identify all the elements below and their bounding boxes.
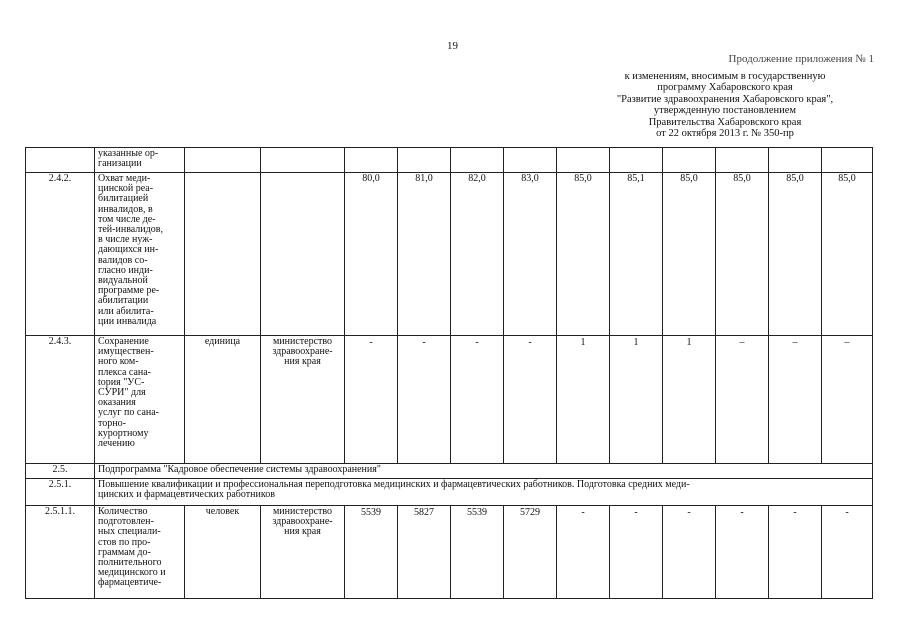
value-cell: - bbox=[451, 336, 504, 464]
row-number: 2.4.2. bbox=[26, 173, 95, 336]
table-row bbox=[26, 479, 873, 506]
table-row bbox=[26, 173, 873, 336]
table-row bbox=[26, 336, 873, 464]
row-number: 2.5.1.1. bbox=[26, 506, 95, 599]
table-row bbox=[26, 464, 873, 479]
value-cell: - bbox=[716, 506, 769, 599]
value-cell: 83,0 bbox=[504, 173, 557, 336]
appendix-header bbox=[560, 71, 890, 139]
responsible-cell bbox=[261, 173, 345, 336]
value-cell: – bbox=[769, 336, 822, 464]
value-cell: 5827 bbox=[398, 506, 451, 599]
value-cell: - bbox=[398, 336, 451, 464]
indicator-description: указанные ор- ганизации bbox=[98, 148, 159, 170]
row-number: 2.5. bbox=[26, 464, 95, 479]
value-cell: 5729 bbox=[504, 506, 557, 599]
header-line: "Развитие здравоохранения Хабаровского края", bbox=[616, 93, 834, 105]
header-line: программу Хабаровского края bbox=[657, 82, 793, 94]
value-cell: 1 bbox=[663, 336, 716, 464]
value-cell: – bbox=[822, 336, 873, 464]
value-cell: 85,0 bbox=[822, 173, 873, 336]
header-line: к изменениям, вносимым в государственную bbox=[624, 71, 826, 82]
table-row bbox=[26, 506, 873, 599]
value-cell: - bbox=[504, 336, 557, 464]
value-cell: - bbox=[345, 336, 398, 464]
indicator-description: Количество подготовлен- ных специали- стов по про- граммам до- полнительного медицинского и фармацевтиче- bbox=[98, 506, 166, 589]
table-row bbox=[26, 148, 873, 173]
indicator-description: Охват меди- цинской реа- билитацией инвалидов, в том числе де- тей-инвалидов, в числе нуж- дающихся ин- валидов со- гласно инди- видуальной программе ре- абилитации или абилита- ции инвалида bbox=[98, 173, 163, 327]
header-line: Правительства Хабаровского края bbox=[648, 116, 802, 128]
value-cell: 1 bbox=[610, 336, 663, 464]
value-cell: - bbox=[822, 506, 873, 599]
value-cell: 82,0 bbox=[451, 173, 504, 336]
row-number: 2.5.1. bbox=[26, 479, 95, 506]
value-cell: - bbox=[663, 506, 716, 599]
unit-cell: человек bbox=[185, 506, 261, 599]
header-line: от 22 октября 2013 г. № 350-пр bbox=[656, 128, 794, 140]
appendix-continuation-label: Продолжение приложения № 1 bbox=[728, 53, 874, 65]
responsible-cell: министерство здравоохране- ния края bbox=[272, 506, 333, 538]
page-number: 19 bbox=[447, 40, 458, 52]
value-cell: - bbox=[769, 506, 822, 599]
header-line: утвержденную постановлением bbox=[653, 105, 797, 117]
value-cell: 85,0 bbox=[716, 173, 769, 336]
value-cell: 5539 bbox=[451, 506, 504, 599]
responsible-cell: министерство здравоохране- ния края bbox=[272, 336, 333, 368]
value-cell: - bbox=[610, 506, 663, 599]
indicators-table bbox=[25, 147, 873, 599]
value-cell: 1 bbox=[557, 336, 610, 464]
value-cell: 85,0 bbox=[769, 173, 822, 336]
value-cell: 80,0 bbox=[345, 173, 398, 336]
value-cell: 5539 bbox=[345, 506, 398, 599]
unit-cell bbox=[185, 173, 261, 336]
event-title: Повышение квалификации и профессиональная переподготовка медицинских и фармацевтических работников. Подготовка средних меди- цинских и фармацевтических работников bbox=[98, 479, 690, 501]
value-cell: 81,0 bbox=[398, 173, 451, 336]
unit-cell: единица bbox=[185, 336, 261, 464]
value-cell: 85,0 bbox=[557, 173, 610, 336]
value-cell: – bbox=[716, 336, 769, 464]
subprogram-title: Подпрограмма "Кадровое обеспечение системы здравоохранения" bbox=[95, 464, 873, 479]
indicator-description: Сохранение имуществен- ного ком- плекса сана- tория "УС- СУРИ" для оказания услуг по сана- торно- курортному лечению bbox=[98, 336, 160, 450]
value-cell: - bbox=[557, 506, 610, 599]
row-number: 2.4.3. bbox=[26, 336, 95, 464]
value-cell: 85,1 bbox=[610, 173, 663, 336]
value-cell: 85,0 bbox=[663, 173, 716, 336]
